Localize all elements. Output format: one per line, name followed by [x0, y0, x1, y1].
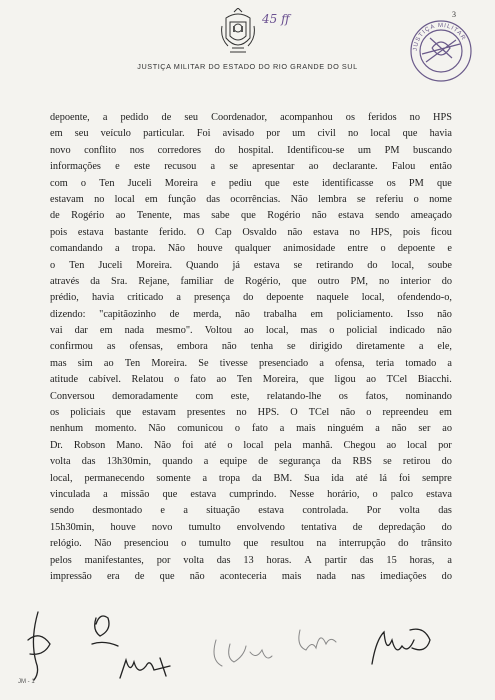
text-line: vinculada a missão que estava cumprindo. Nesse horário, o palco estava [50, 488, 452, 500]
handwritten-folio-number: 45 ff [262, 12, 290, 26]
stamp-text: JUSTIÇA MILITAR [412, 22, 467, 52]
text-line: local, permanecendo somente a tropa da BM. Sua ida até lá foi sempre [50, 472, 452, 484]
signature-4 [214, 640, 272, 666]
text-line: depoente, a pedido de seu Coordenador, acompanhou os feridos no HPS [50, 112, 452, 123]
signatures-area [0, 600, 495, 700]
text-line: pois estava bastante ferido. O Cap Osvaldo não estava no HPS, pois ficou [50, 226, 452, 238]
text-line: 15h30min, houve novo tumulto envolvendo tentativa de depredação do [50, 521, 452, 533]
deposition-text [50, 110, 452, 585]
text-line: novo conflito nos corredores do hospital. Identificou-se um PM buscando [50, 144, 452, 156]
text-line: atitude cabível. Relatou o fato ao Ten Moreira, que ligou ao TCel Biacchi. [50, 374, 452, 386]
text-line: impressão era de que não aconteceria mais nada nas imediações do [50, 570, 452, 582]
signature-5 [299, 630, 336, 650]
text-line: informações e este recusou a se apresentar ao declarante. Falou então [50, 161, 452, 173]
text-line: os policiais que estavam presentes no HPS. O TCel não o repreendeu em [50, 407, 452, 419]
text-line: através da Sra. Rejane, familiar de Rogério, que outro PM, no interior do [50, 275, 452, 287]
page-number: 3 [452, 10, 456, 19]
text-line: mas sim ao Ten Moreira. Se tivesse presenciado a ofensa, teria tomado a [50, 357, 452, 369]
text-line: sendo desmontado e a situação estava controlada. Por volta das [50, 505, 452, 517]
text-line: confirmou as ofensas, embora não tenha se dirigido diretamente a ele, [50, 341, 452, 353]
text-line: Conversou demoradamente com este, relatando-lhe os fatos, nominando [50, 390, 452, 402]
text-line: pelos manifestantes, por volta das 13 horas. A partir das 15 horas, a [50, 554, 452, 566]
signature-3 [120, 658, 170, 678]
court-stamp [408, 18, 474, 84]
text-line: prédio, havia criticado a presença do depoente naquele local, ofendendo-o, [50, 292, 452, 304]
text-line: dizendo: "capitãozinho de merda, não trabalha em policiamento. Isso não [50, 308, 452, 320]
text-line: comandando a tropa. Não houve qualquer animosidade entre o depoente e [50, 243, 452, 255]
coat-of-arms-emblem [218, 8, 258, 56]
text-line: volta das 13h30min, quando a equipe de segurança da RBS se retirou do [50, 456, 452, 468]
signature-1 [28, 612, 50, 680]
footer-code: JM - 1 [18, 679, 35, 685]
text-line: nenhum momento. Não comunicou o fato a mais ninguém a não ser ao [50, 423, 452, 435]
text-line: vai dar em nada mesmo". Voltou ao local, mas o policial indicado não [50, 325, 452, 337]
text-line: o Ten Juceli Moreira. Quando já estava se retirando do local, soube [50, 259, 452, 271]
text-line: relógio. Não presenciou o tumulto que resultou na interrupção do trânsito [50, 538, 452, 550]
text-line: Dr. Robson Mano. Não foi até o local pela manhã. Chegou ao local por [50, 439, 452, 451]
text-line: estavam no local em função das ocorrências. Não lembra se referiu o nome [50, 193, 452, 205]
institution-header: JUSTIÇA MILITAR DO ESTADO DO RIO GRANDE DO SUL [137, 62, 358, 71]
text-line: de Rogério ao Tenente, mas sabe que Rogério não estava sendo ameaçado [50, 210, 452, 222]
signature-2 [92, 616, 118, 646]
signature-6 [372, 629, 430, 664]
text-line: com o Ten Juceli Moreira e pediu que este identificasse os PM que [50, 177, 452, 189]
text-line: em seu veículo particular. Foi avisado por um civil no local que havia [50, 128, 452, 140]
